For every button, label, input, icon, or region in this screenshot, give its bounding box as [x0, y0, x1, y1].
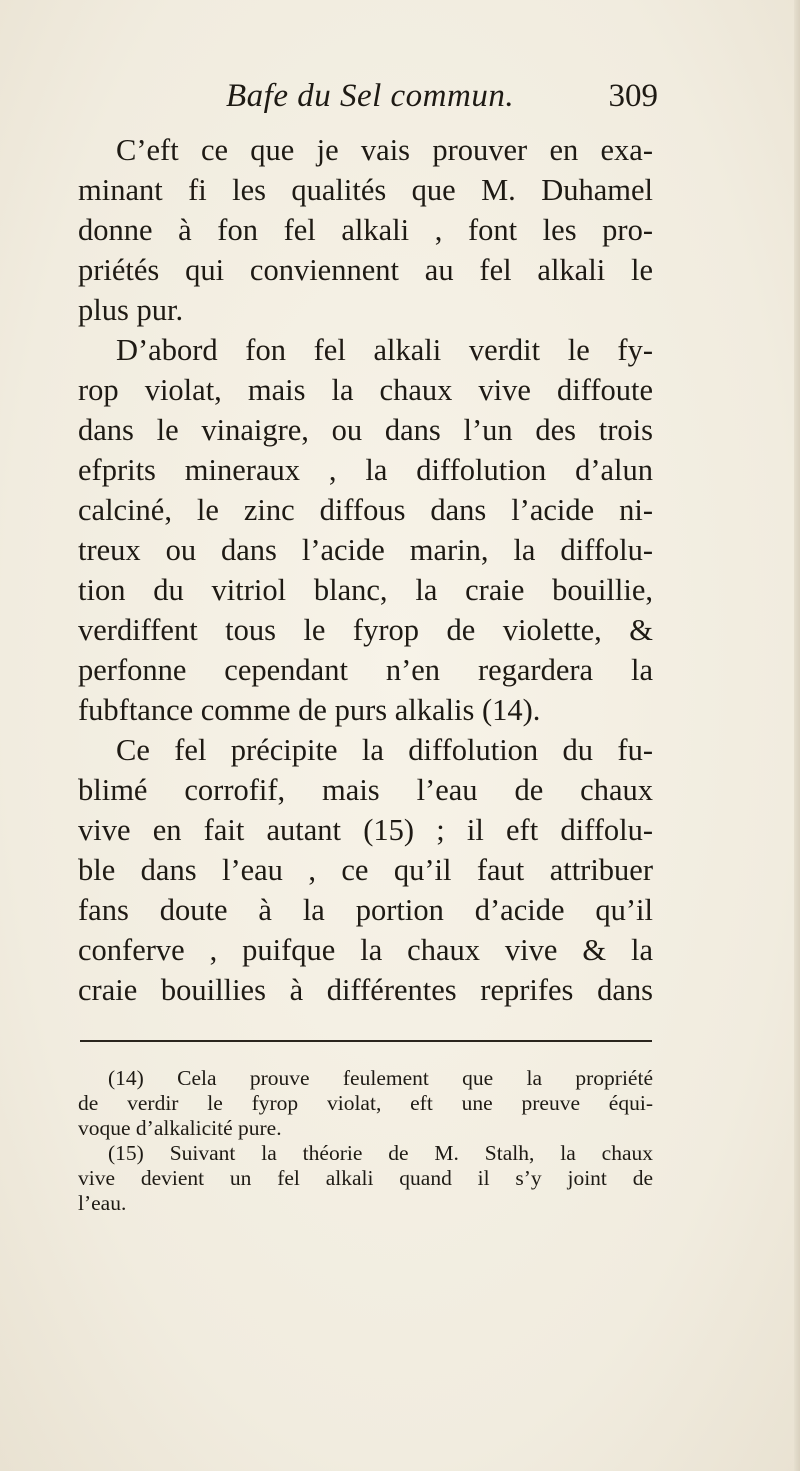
- text-line: vive en fait autant (15) ; il eft diffolu-: [78, 813, 653, 847]
- footnote-line: de verdir le fyrop violat, eft une preuve équi-: [78, 1091, 653, 1115]
- footnote-line: l’eau.: [78, 1191, 127, 1215]
- footnote-line: (14) Cela prouve feulement que la propriété: [108, 1066, 653, 1090]
- text-line: priétés qui conviennent au fel alkali le: [78, 253, 653, 287]
- main-text: [78, 130, 653, 1010]
- text-line: ble dans l’eau , ce qu’il faut attribuer: [78, 853, 653, 887]
- text-line: fubftance comme de purs alkalis (14).: [78, 693, 541, 727]
- paragraph: [78, 330, 653, 730]
- footnotes: [78, 1066, 653, 1216]
- text-line: perfonne cependant n’en regardera la: [78, 653, 653, 687]
- text-line: donne à fon fel alkali , font les pro-: [78, 213, 653, 247]
- text-line: rop violat, mais la chaux vive diffoute: [78, 373, 653, 407]
- footnote-line: vive devient un fel alkali quand il s’y joint de: [78, 1166, 653, 1190]
- footnote-line: voque d’alkalicité pure.: [78, 1116, 282, 1140]
- text-line: C’eft ce que je vais prouver en exa-: [116, 133, 653, 167]
- text-line: conferve , puifque la chaux vive & la: [78, 933, 653, 967]
- text-line: minant fi les qualités que M. Duhamel: [78, 173, 653, 207]
- text-line: verdiffent tous le fyrop de violette, &: [78, 613, 653, 647]
- text-line: craie bouillies à différentes reprifes dans: [78, 973, 653, 1007]
- text-line: blimé corrofif, mais l’eau de chaux: [78, 773, 653, 807]
- footnote-rule: [80, 1040, 652, 1042]
- paragraph: [78, 130, 653, 330]
- footnote-line: (15) Suivant la théorie de M. Stalh, la chaux: [108, 1141, 653, 1165]
- text-line: tion du vitriol blanc, la craie bouillie,: [78, 573, 653, 607]
- text-line: treux ou dans l’acide marin, la diffolu-: [78, 533, 653, 567]
- text-line: plus pur.: [78, 293, 184, 327]
- text-line: D’abord fon fel alkali verdit le fy-: [116, 333, 653, 367]
- running-title: Bafe du Sel commun.: [226, 78, 515, 114]
- page-header: [78, 78, 658, 126]
- footnote: [78, 1141, 653, 1216]
- footnote: [78, 1066, 653, 1141]
- text-line: dans le vinaigre, ou dans l’un des trois: [78, 413, 653, 447]
- text-line: calciné, le zinc diffous dans l’acide ni-: [78, 493, 653, 527]
- page-edge: [794, 0, 800, 1471]
- text-line: Ce fel précipite la diffolution du fu-: [116, 733, 653, 767]
- page-number: 309: [608, 78, 658, 114]
- text-line: efprits mineraux , la diffolution d’alun: [78, 453, 653, 487]
- paragraph: [78, 730, 653, 1010]
- text-line: fans doute à la portion d’acide qu’il: [78, 893, 653, 927]
